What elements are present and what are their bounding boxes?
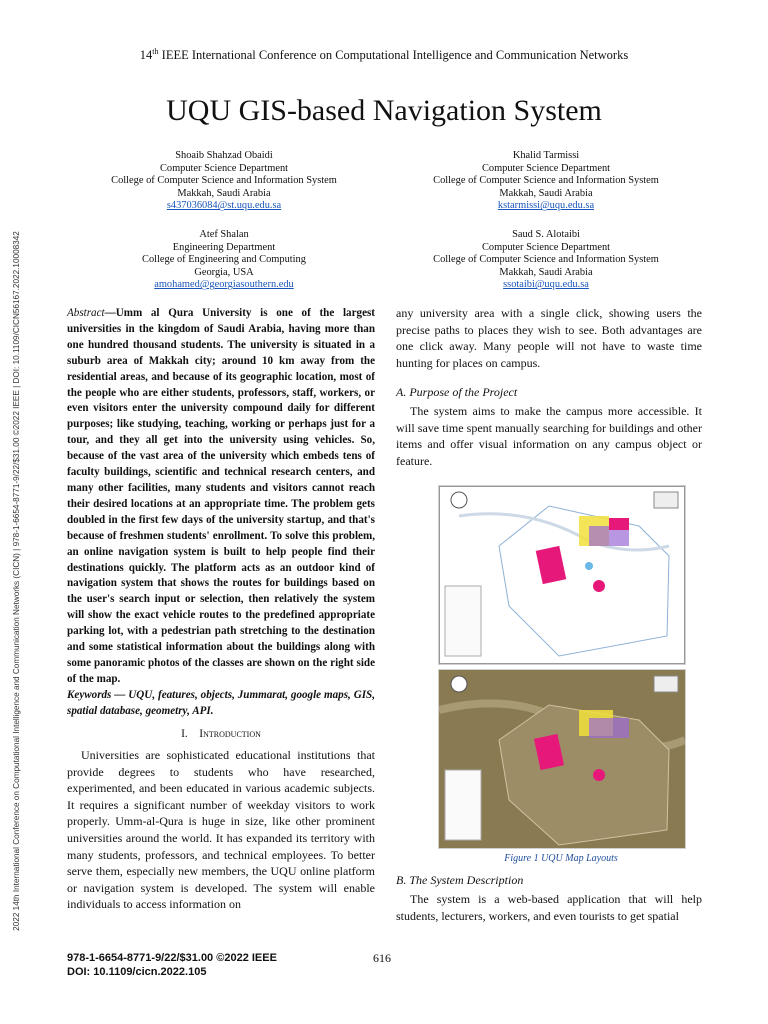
author-block: Shoaib Shahzad Obaidi Computer Science Department College of Computer Science and Information System Makkah, Saudi Arabia s437036084@st.uqu.edu.sa xyxy=(111,150,337,212)
side-doi-strip: 2022 14th International Conference on Computational Intelligence and Communication Networks (CICN) | 978-1-6654-8771-9/22/$31.00 ©2022 IEEE | DOI: 10.1109/CICN56167.2022.10008342 xyxy=(12,231,21,931)
author-block: Saud S. Alotaibi Computer Science Department College of Computer Science and Information System Makkah, Saudi Arabia ssotaibi@uqu.edu.sa xyxy=(433,229,659,291)
campus-map-figure xyxy=(438,485,686,665)
keywords: Keywords — UQU, features, objects, Jummarat, google maps, GIS, spatial database, geometry, API. xyxy=(67,689,375,717)
page-number: 616 xyxy=(373,951,391,965)
author-email-link[interactable]: ssotaibi@uqu.edu.sa xyxy=(503,279,589,291)
figure-caption: Figure 1 UQU Map Layouts xyxy=(504,853,618,864)
author-email-link[interactable]: amohamed@georgiasouthern.edu xyxy=(154,279,294,291)
section-heading: I. Introduction xyxy=(181,728,261,740)
satellite-map-figure xyxy=(438,669,686,849)
author-email-link[interactable]: s437036084@st.uqu.edu.sa xyxy=(166,200,282,212)
description-paragraph: The system is a web-based application that will help students, lecturers, workers, and even tourists to get spatial xyxy=(396,892,702,923)
paper-title: UQU GIS-based Navigation System xyxy=(166,94,602,127)
purpose-paragraph: The system aims to make the campus more accessible. It will save time spent manually searching for buildings and other items and offer visual information on any campus object or feature. xyxy=(396,404,702,468)
conference-header: 14th IEEE International Conference on Computational Intelligence and Communication Networks xyxy=(139,47,629,63)
abstract: Abstract—Umm al Qura University is one of the largest universities in the kingdom of Saudi Arabia, having more than one hundred thousand students. The university is situated in a suburb area of Makkah city; around 10 km away from the residential areas, and because of its geographic location, most of the people who are either students, professors, staff, workers, or even visitors enter the university compound daily for different purposes; like studying, teaching, working or perhaps just for a tour, and they all get into the university using vehicles. So, because of the vast area of the university which embeds tens of faculty buildings, scientific and technical research centers, and many other facilities, many students and visitors cannot reach their desired locations at an appropriate time. The problem gets doubled in the first few days of the university startup, and that's because of freshmen students' enrollment. To solve this problem, an online navigation system is built to help people find their destinations quickly. The platform acts as an outdoor kind of navigation system that shows the routes for buildings based on the user's search input or selection, then relatively the system will show the exact vehicle routes to the predefined appropriate parking lot, with a pedestrian path stretching to the destination and some statistical information about the buildings along with some panoramic photos of the classes are shown on the right side of the map. xyxy=(67,307,375,685)
intro-paragraph: Universities are sophisticated educational institutions that provide degrees to students who have researched, experimented, and been educated in various academic subjects. It requires a significant number of weekday visitors to work properly. Umm-al-Qura is huge in size, like other prominent universities around the world. It has expanded its territory with many students, professors, and technical employees. To better serve them, especially new members, the UQU online platform or navigation system is developed. The system will enable individuals to access information on xyxy=(67,748,375,912)
author-block: Atef Shalan Engineering Department College of Engineering and Computing Georgia, USA amohamed@georgiasouthern.edu xyxy=(142,229,306,291)
author-block: Khalid Tarmissi Computer Science Department College of Computer Science and Information System Makkah, Saudi Arabia kstarmissi@uqu.edu.sa xyxy=(433,150,659,212)
author-email-link[interactable]: kstarmissi@uqu.edu.sa xyxy=(497,200,595,212)
footer-copyright: 978-1-6654-8771-9/22/$31.00 ©2022 IEEE DOI: 10.1109/cicn.2022.105 xyxy=(67,952,277,978)
abstract-label: Abstract xyxy=(67,307,105,319)
right-paragraph: any university area with a single click, showing users the precise paths to places they wish to see. Both advantages are one click away. Many people will not have to waste time hunting for places on campus. xyxy=(396,306,702,370)
subsection-description: B. The System Description xyxy=(396,873,524,887)
subsection-purpose: A. Purpose of the Project xyxy=(396,385,518,399)
